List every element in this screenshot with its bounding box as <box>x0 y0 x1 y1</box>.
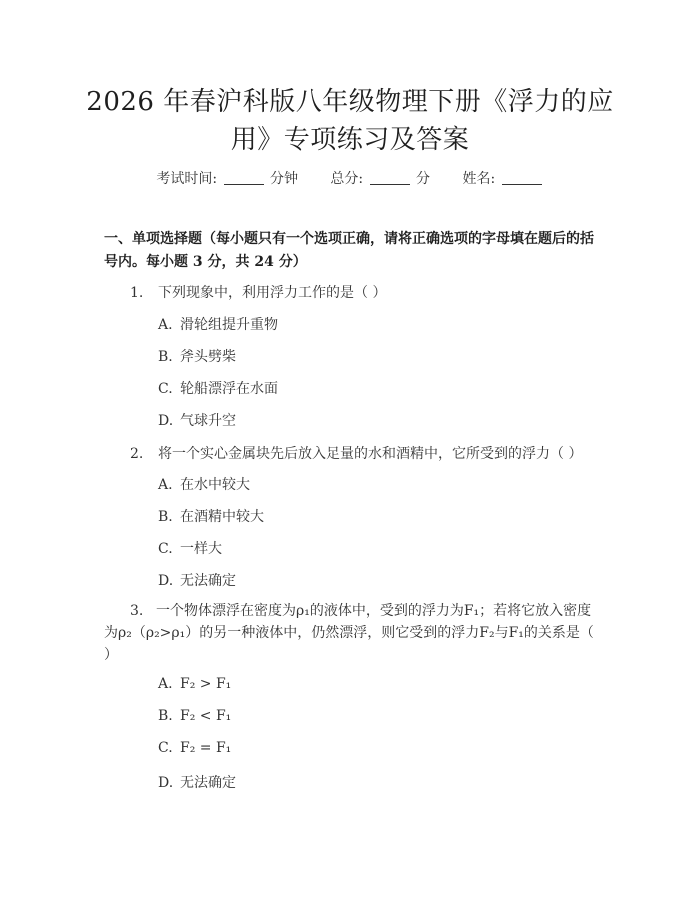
question-number: 1. <box>130 285 144 301</box>
option-3c <box>158 740 231 756</box>
time-label: 考试时间: <box>156 171 218 187</box>
option-text: 无法确定 <box>180 775 236 791</box>
option-3a <box>158 676 231 692</box>
question-text: 将一个实心金属块先后放入足量的水和酒精中，它所受到的浮力（ ） <box>158 446 583 462</box>
name-blank <box>502 170 542 185</box>
option-letter: C. <box>158 740 173 756</box>
option-2c <box>158 538 222 558</box>
option-letter: D. <box>158 413 174 429</box>
option-1d <box>158 410 236 430</box>
option-2d <box>158 570 236 590</box>
option-1b <box>158 346 236 366</box>
question-text: 下列现象中，利用浮力工作的是（ ） <box>158 285 387 301</box>
option-letter: C. <box>158 381 173 397</box>
option-text: 气球升空 <box>180 413 236 429</box>
option-letter: A. <box>158 477 173 493</box>
option-1c <box>158 378 278 398</box>
time-unit: 分钟 <box>269 171 298 187</box>
exam-info <box>0 168 700 188</box>
question-text: 一个物体漂浮在密度为ρ₁的液体中，受到的浮力为F₁；若将它放入密度为ρ₂（ρ₂>ρ₁）的另一种液体中，仍然漂浮，则它受到的浮力F₂与F₁的关系是（ ） <box>104 603 594 663</box>
option-3d <box>158 772 236 792</box>
document-title-line-2: 用》专项练习及答案 <box>230 125 470 155</box>
option-letter: A. <box>158 317 173 333</box>
score-unit: 分 <box>416 171 431 187</box>
option-3b <box>158 708 231 724</box>
option-letter: D. <box>158 573 174 589</box>
option-letter: B. <box>158 349 173 365</box>
document-title-line-1: 2026 年春沪科版八年级物理下册《浮力的应 <box>86 87 614 117</box>
option-text: 滑轮组提升重物 <box>180 317 278 333</box>
option-letter: B. <box>158 708 173 724</box>
question-3 <box>104 600 604 666</box>
option-text: 无法确定 <box>180 573 236 589</box>
option-text: 斧头劈柴 <box>180 349 236 365</box>
option-letter: D. <box>158 775 174 791</box>
option-text: F₂ = F₁ <box>180 740 232 756</box>
option-text: 在水中较大 <box>180 477 250 493</box>
option-letter: A. <box>158 676 173 692</box>
section-heading: 一、单项选择题（每小题只有一个选项正确，请将正确选项的字母填在题后的括号内。每小题 3 分，共 24 分） <box>104 231 594 270</box>
option-letter: C. <box>158 541 173 557</box>
option-letter: B. <box>158 509 173 525</box>
time-blank <box>224 170 264 185</box>
score-blank <box>370 170 410 185</box>
option-text: 一样大 <box>180 541 222 557</box>
option-text: 在酒精中较大 <box>180 509 264 525</box>
name-field <box>462 171 543 187</box>
option-text: F₂ < F₁ <box>180 708 232 724</box>
score-field <box>330 171 434 187</box>
option-text: F₂ > F₁ <box>180 676 232 692</box>
option-2b <box>158 506 264 526</box>
option-1a <box>158 314 278 334</box>
question-1 <box>130 282 386 302</box>
question-2 <box>130 443 582 463</box>
time-field <box>156 171 302 187</box>
question-number: 2. <box>130 446 144 462</box>
option-2a <box>158 474 250 494</box>
question-number: 3. <box>130 603 144 619</box>
score-label: 总分: <box>330 171 364 187</box>
name-label: 姓名: <box>462 171 496 187</box>
option-text: 轮船漂浮在水面 <box>180 381 278 397</box>
